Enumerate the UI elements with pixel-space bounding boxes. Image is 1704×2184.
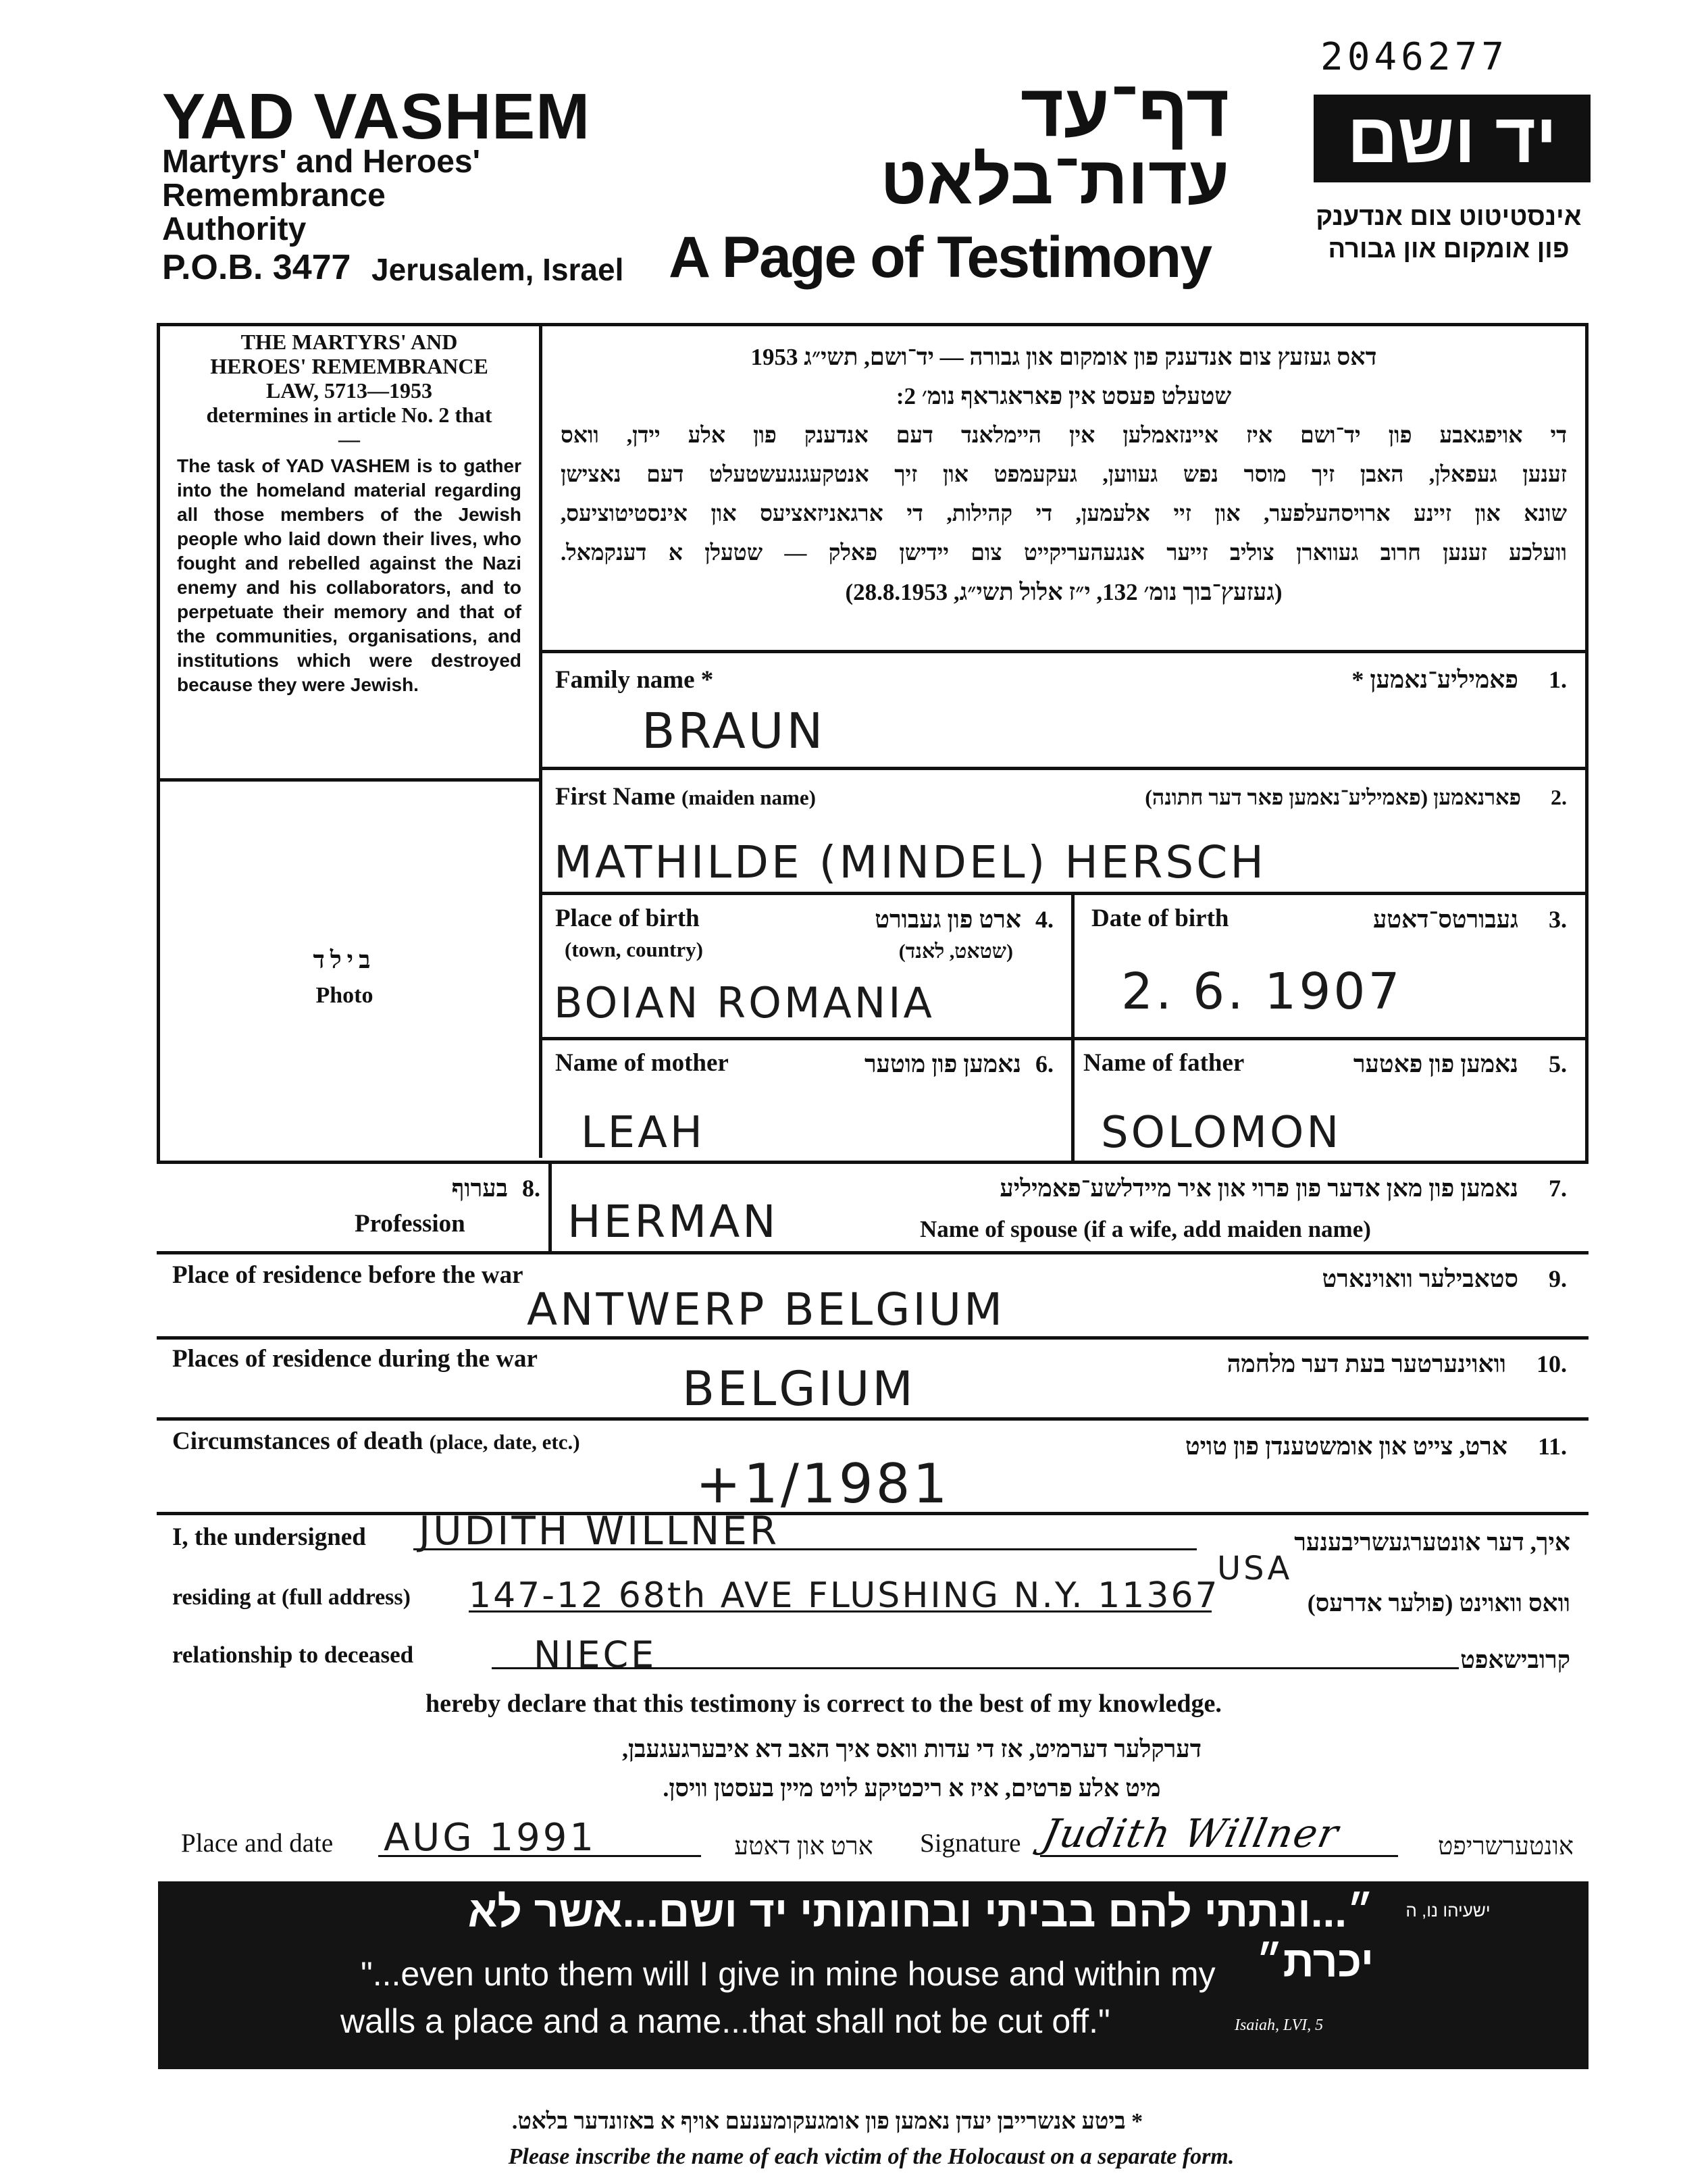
- spouse-hebrew-text: נאמען פון מאן אדער פון פרוי און איר מיידלשע־פאמיליע: [1000, 1175, 1518, 1202]
- death-label-text: Circumstances of death: [172, 1427, 423, 1455]
- banner-english-ref: Isaiah, LVI, 5: [1235, 2016, 1324, 2034]
- footer-hebrew: * ביטע אנשרייבן יעדן נאמען פון אומגעקומענעם אויף א באזונדער בלאט.: [511, 2109, 1143, 2134]
- footer-english: Please inscribe the name of each victim of the Holocaust on a separate form.: [508, 2144, 1235, 2169]
- law-intro: determines in article No. 2 that —: [206, 403, 492, 451]
- banner-hebrew: ״...ונתתי להם בביתי ובחומותי יד ושם...אשר לא יכרת״: [467, 1887, 1374, 1986]
- father-hebrew-text: נאמען פון פאטער: [1353, 1050, 1518, 1077]
- first-name-label-sub: (maiden name): [681, 786, 816, 809]
- hebrew-law-line-6: וועלכע זענען חרוב געווארן צוליב זייער אנגעהעריקייט צום יידישן פאלק — שטעלן א דענקמאל.: [561, 541, 1567, 565]
- place-of-birth-label-hebrew: [756, 905, 1054, 934]
- undersigned-value: JUDITH WILLNER: [419, 1508, 780, 1554]
- declaration-hebrew-1: דערקלער דערמיט, אז די עדות וואס איך האב דא איבערגעגעבן,: [621, 1735, 1202, 1762]
- place-of-birth-value: BOIAN ROMANIA: [554, 978, 935, 1027]
- first-name-divider: [540, 892, 1587, 895]
- birth-divider: [1071, 893, 1075, 1161]
- logo-text: יד ושם: [1347, 99, 1557, 178]
- undersigned-label-hebrew: איך, דער אונטערגעשריבענער: [1294, 1529, 1570, 1556]
- relationship-label: relationship to deceased: [172, 1642, 414, 1668]
- banner-hebrew-ref: ישעיהו נו, ה: [1405, 1900, 1491, 1921]
- law-divider: [539, 323, 542, 1158]
- date-of-birth-label-hebrew: [1283, 905, 1567, 934]
- residence-before-value: ANTWERP BELGIUM: [527, 1284, 1006, 1336]
- banner-english-1: "...even unto them will I give in mine house and within my: [361, 1955, 1216, 1993]
- profession-divider: [548, 1161, 552, 1254]
- profession-bottom-border: [157, 1251, 1589, 1254]
- banner-english-2: walls a place and a name...that shall not be cut off.": [340, 2002, 1110, 2040]
- place-of-birth-num: .4: [1035, 906, 1054, 933]
- residence-during-label: Places of residence during the war: [172, 1345, 538, 1373]
- photo-label-hebrew: בילד: [313, 946, 376, 973]
- city: Jerusalem, Israel: [371, 252, 624, 287]
- org-name: YAD VASHEM: [162, 80, 591, 153]
- father-label-hebrew: [1310, 1050, 1567, 1078]
- place-date-label: Place and date: [181, 1829, 334, 1858]
- family-name-label-hebrew: [1148, 665, 1567, 694]
- photo-label: Photo: [315, 983, 373, 1008]
- death-hebrew-text: ארט, צייט און אומשטענדן פון טויט: [1185, 1433, 1507, 1460]
- residence-during-divider: [157, 1417, 1589, 1421]
- law-photo-divider: [157, 778, 542, 782]
- relationship-value: NIECE: [534, 1633, 657, 1676]
- profession-top-border: [157, 1161, 1589, 1164]
- death-label-hebrew: [946, 1432, 1567, 1461]
- hebrew-law-line-4: זענען געפאלן, האבן זיך מוסר נפש געווען, געקעמפט און זיך אנטקעגנגעשטעלט דעם נאצישן: [561, 463, 1567, 487]
- residence-during-hebrew-text: וואוינערטער בעת דער מלחמה: [1227, 1350, 1506, 1377]
- family-name-label: Family name *: [555, 666, 714, 694]
- first-name-label-hebrew: [946, 785, 1567, 810]
- hebrew-law-text: [561, 338, 1567, 612]
- residence-before-hebrew-text: סטאבילער וואוינארט: [1322, 1265, 1518, 1292]
- first-name-hebrew-text: פארנאמען (פאמיליע־נאמען פאר דער חתונה): [1145, 785, 1521, 809]
- mother-value: LEAH: [581, 1108, 705, 1158]
- institute-line-1: אינסטיטוט צום אנדענק: [1316, 203, 1582, 231]
- signature-value: Judith Willner: [1038, 1810, 1344, 1856]
- date-of-birth-num: .3: [1549, 906, 1567, 933]
- death-num: .11: [1537, 1433, 1567, 1460]
- org-line-1: Martyrs' and Heroes': [162, 144, 480, 180]
- title-hebrew-1: דף־עד: [1020, 69, 1229, 152]
- declaration-hebrew-2: מיט אלע פרטים, איז א ריכטיקע לויט מיין בעסטן וויסן.: [663, 1775, 1161, 1802]
- po-box: P.O.B. 3477: [162, 248, 351, 287]
- law-title: THE MARTYRS' AND HEROES' REMEMBRANCE LAW, 5713—1953: [210, 330, 488, 403]
- profession-label-hebrew: [378, 1174, 540, 1202]
- quote-banner: [158, 1881, 1589, 2069]
- declaration-statement: hereby declare that this testimony is correct to the best of my knowledge.: [425, 1690, 1222, 1718]
- form-left-border: [157, 323, 160, 1164]
- spouse-num: .7: [1549, 1175, 1567, 1202]
- residence-during-value: BELGIUM: [682, 1361, 916, 1417]
- date-of-birth-value: 2. 6. 1907: [1121, 963, 1403, 1021]
- residence-during-label-hebrew: [1013, 1350, 1567, 1378]
- profession-label: Profession: [355, 1210, 465, 1238]
- hebrew-law-divider: [540, 650, 1587, 653]
- hebrew-law-line-3: די אויפגאבע פון יד־ושם איז איינזאמלען אין היימלאנד דעם אנדענק פון אלע יידן, וואס: [561, 424, 1567, 448]
- title-english: A Page of Testimony: [669, 225, 1212, 290]
- date-of-birth-label: Date of birth: [1091, 905, 1229, 932]
- residence-before-divider: [157, 1336, 1589, 1340]
- place-of-birth-hebrew-text: ארט פון געבורט: [875, 906, 1021, 933]
- law-body: The task of YAD VASHEM is to gather into the homeland material regarding all those members of the Jewish people who laid down their lives, who fought and rebelled against the Nazi enemy and his collaborators, and to perpetuate their memory and that of the communities, organisations, and institutions which were destroyed because they were Jewish.: [177, 455, 521, 695]
- death-label: [172, 1427, 580, 1456]
- birth-row-divider: [540, 1037, 1587, 1040]
- signature-label-hebrew: אונטערשריפט: [1438, 1833, 1574, 1860]
- place-date-label-hebrew: ארט און דאטע: [734, 1833, 873, 1860]
- signature-label: Signature: [920, 1829, 1021, 1858]
- residence-during-num: .10: [1537, 1350, 1567, 1377]
- address-label-hebrew: וואס וואוינט (פולער אדרעס): [1307, 1590, 1570, 1617]
- address-label: residing at (full address): [172, 1585, 411, 1610]
- form-top-border: [157, 323, 1589, 326]
- family-name-num: .1: [1549, 666, 1567, 693]
- mother-label-hebrew: [797, 1050, 1054, 1078]
- place-date-value: AUG 1991: [384, 1816, 597, 1860]
- first-name-num: .2: [1551, 785, 1567, 809]
- law-box: [177, 330, 521, 697]
- date-of-birth-hebrew-text: געבורטס־דאטע: [1372, 906, 1518, 933]
- org-line-2: Remembrance: [162, 178, 386, 213]
- mother-num: .6: [1035, 1050, 1054, 1077]
- family-name-value: BRAUN: [642, 703, 826, 759]
- father-value: SOLOMON: [1101, 1108, 1342, 1158]
- place-of-birth-label: Place of birth: [555, 905, 700, 932]
- mother-label: Name of mother: [555, 1049, 729, 1077]
- spouse-label: Name of spouse (if a wife, add maiden name): [920, 1216, 1371, 1242]
- spouse-value: HERMAN: [567, 1196, 779, 1248]
- first-name-value: MATHILDE (MINDEL) HERSCH: [554, 836, 1266, 888]
- address-value: 147-12 68th AVE FLUSHING N.Y. 11367: [469, 1575, 1220, 1616]
- serial-number: 2046277: [1320, 35, 1509, 79]
- institute-line-2: פון אומקום און גבורה: [1328, 235, 1570, 263]
- hebrew-law-line-1: דאס געזעץ צום אנדענק פון אומקום און גבורה — יד־ושם, תשי״ג 1953: [750, 344, 1377, 370]
- residence-before-label-hebrew: [1148, 1265, 1567, 1293]
- relationship-label-hebrew: קרובישאפט: [1460, 1646, 1570, 1673]
- profession-num: .8: [522, 1175, 540, 1202]
- hebrew-law-line-2: שטעלט פעסט אין פאראגראף נומ׳ 2:: [896, 383, 1232, 409]
- spouse-label-hebrew: [810, 1174, 1567, 1202]
- first-name-label-text: First Name: [555, 783, 675, 811]
- title-hebrew-2: עדות־בלאט: [880, 143, 1229, 218]
- hebrew-law-line-7: (געזעץ־בוך נומ׳ 132, י״ז אלול תשי״ג, 28.8.1953): [845, 579, 1283, 605]
- family-name-divider: [540, 767, 1587, 770]
- address-country: USA: [1217, 1550, 1293, 1588]
- residence-before-label: Place of residence before the war: [172, 1261, 523, 1289]
- place-of-birth-label-hebrew-sub: (שטאט, לאנד): [898, 940, 1013, 963]
- profession-hebrew-text: בערוף: [451, 1175, 508, 1202]
- org-line-3: Authority: [162, 211, 307, 247]
- hebrew-law-line-5: שונא און זיינע ארויסהעלפער, און זיי אלעמען, די קהילות, די ארגאניזאציעס און אינסטיטוציעס,: [561, 502, 1567, 526]
- yad-vashem-logo: [1314, 95, 1591, 182]
- family-name-hebrew-text: פאמיליע־נאמען *: [1351, 666, 1518, 693]
- residence-before-num: .9: [1549, 1265, 1567, 1292]
- death-value: +1/1981: [696, 1452, 950, 1515]
- father-num: .5: [1549, 1050, 1567, 1077]
- place-of-birth-label-sub: (town, country): [565, 938, 703, 961]
- undersigned-label: I, the undersigned: [172, 1523, 366, 1551]
- father-label: Name of father: [1083, 1049, 1245, 1077]
- death-label-sub: (place, date, etc.): [429, 1430, 580, 1454]
- first-name-label: [555, 782, 816, 811]
- mother-hebrew-text: נאמען פון מוטער: [864, 1050, 1021, 1077]
